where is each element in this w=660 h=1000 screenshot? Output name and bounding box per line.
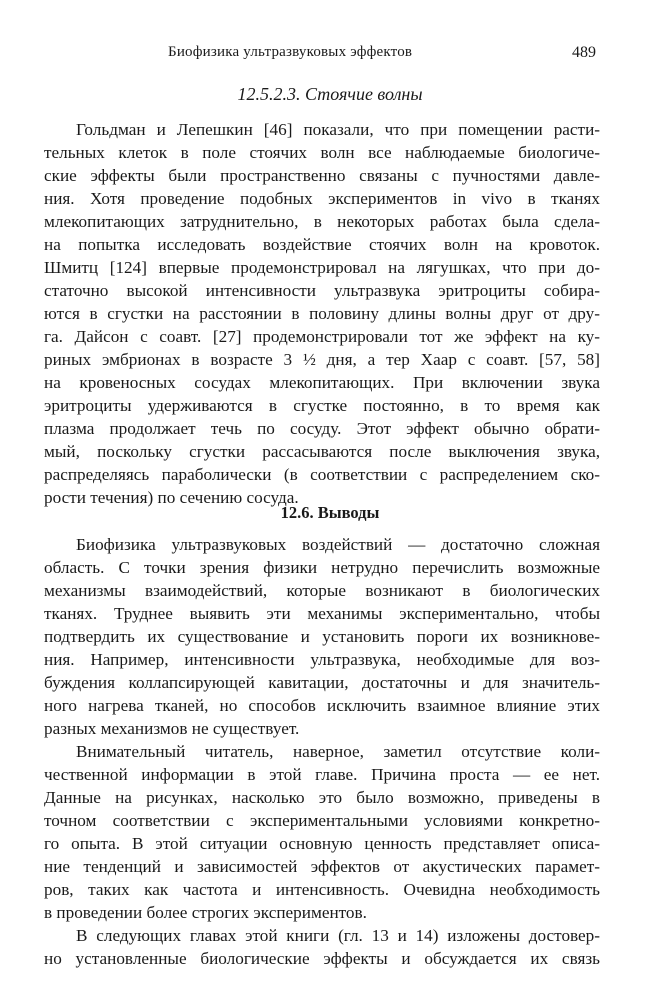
text-line: ются в сгустки на расстоянии в половину длины волны друг от дру- (44, 304, 600, 323)
running-title: Биофизика ультразвуковых эффектов (168, 44, 413, 60)
subsection-heading: 12.5.2.3. Стоячие волны (237, 84, 423, 104)
paragraph-standing-waves (44, 118, 600, 509)
text-line: ного нагрева тканей, но способов исключить взаимное влияние этих (44, 696, 600, 715)
text-line: риных эмбрионах в возрасте 3 ½ дня, а тер Хаар с соавт. [57, 58] (44, 350, 600, 369)
text-line: механизмы взаимодействий, которые возникают в биологических (44, 581, 600, 600)
text-line: ров, таких как частота и интенсивность. Очевидна необходимость (44, 880, 600, 899)
text-line: ния. Хотя проведение подобных экспериментов in vivo в тканях (44, 189, 600, 208)
text-line: Шмитц [124] впервые продемонстрировал на лягушках, что при до- (44, 258, 600, 277)
text-line: млекопитающих затруднительно, в некоторых работах была сдела- (44, 212, 600, 231)
text-line: ния. Например, интенсивности ультразвука, необходимые для воз- (44, 650, 600, 669)
text-line: мый, поскольку сгустки рассасываются после выключения звука, (44, 442, 600, 461)
text-line: Данные на рисунках, насколько это было возможно, приведены в (44, 788, 600, 807)
page-number: 489 (572, 44, 596, 61)
text-line: эритроциты удерживаются в сгустке постоянно, в то время как (44, 396, 600, 415)
running-head (0, 44, 660, 66)
text-line: распределяясь параболически (в соответствии с распределением ско- (44, 465, 600, 484)
text-line: на попытка исследовать воздействие стоячих волн на кровоток. (44, 235, 600, 254)
text-line: Внимательный читатель, наверное, заметил отсутствие коли- (76, 742, 600, 761)
text-line: ские эффекты были пространственно связаны с пучностями давле- (44, 166, 600, 185)
text-line: В следующих главах этой книги (гл. 13 и 14) изложены достовер- (76, 926, 600, 945)
text-line: плазма продолжает течь по сосуду. Этот эффект обычно обрати- (44, 419, 600, 438)
text-line: ние тенденций и зависимостей эффектов от акустических парамет- (44, 857, 600, 876)
text-line: точном соответствии с экспериментальными условиями конкретно- (44, 811, 600, 830)
text-line: но установленные биологические эффекты и обсуждается их связь (44, 949, 600, 968)
text-line: тельных клеток в поле стоячих волн все наблюдаемые биологиче- (44, 143, 600, 162)
text-line: подтвердить их существование и установить пороги их возникнове- (44, 627, 600, 646)
text-line: в проведении более строгих экспериментов. (44, 903, 367, 922)
text-line: чественной информации в этой главе. Причина проста — ее нет. (44, 765, 600, 784)
text-line: го опыта. В этой ситуации основную ценность представляет описа- (44, 834, 600, 853)
text-line: га. Дайсон с соавт. [27] продемонстрировали тот же эффект на ку- (44, 327, 600, 346)
paragraph-conclusions-1 (44, 533, 600, 740)
text-line: область. С точки зрения физики нетрудно перечислить возможные (44, 558, 600, 577)
paragraph-conclusions-2 (44, 740, 600, 924)
paragraph-conclusions-3 (44, 924, 600, 970)
section-heading: 12.6. Выводы (280, 503, 380, 522)
text-line: рости течения) по сечению сосуда. (44, 488, 299, 507)
text-line: статочно высокой интенсивности ультразвука эритроциты собира- (44, 281, 600, 300)
text-line: Гольдман и Лепешкин [46] показали, что при помещении расти- (76, 120, 600, 139)
text-line: на кровеносных сосудах млекопитающих. При включении звука (44, 373, 600, 392)
text-line: разных механизмов не существует. (44, 719, 300, 738)
text-line: Биофизика ультразвуковых воздействий — достаточно сложная (76, 535, 600, 554)
text-line: тканях. Труднее выявить эти механимы экспериментально, чтобы (44, 604, 600, 623)
text-line: буждения коллапсирующей кавитации, достаточны и для значитель- (44, 673, 600, 692)
